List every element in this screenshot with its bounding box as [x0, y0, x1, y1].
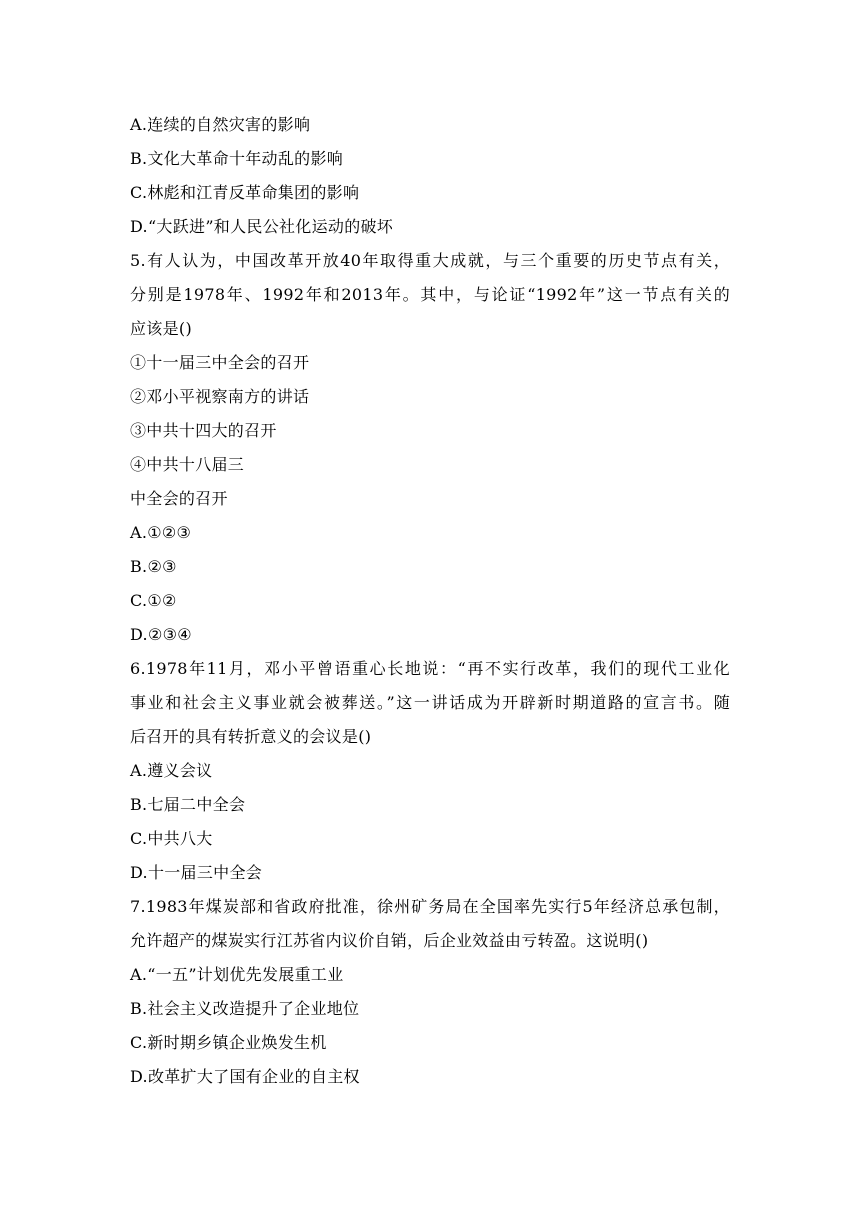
text-line: A.遵义会议 — [130, 761, 213, 780]
text-line: ③中共十四大的召开 — [130, 421, 277, 440]
text-line: ④中共十八届三 — [130, 455, 245, 474]
text-line: C.林彪和江青反革命集团的影响 — [130, 183, 360, 202]
text-line: ①十一届三中全会的召开 — [130, 353, 310, 372]
question-text — [130, 108, 730, 1094]
text-line: 7.1983年煤炭部和省政府批准，徐州矿务局在全国率先实行5年经济总承包制， — [130, 897, 730, 916]
text-line: A.连续的自然灾害的影响 — [130, 115, 311, 134]
text-line: 5.有人认为，中国改革开放40年取得重大成就，与三个重要的历史节点有关， — [130, 251, 730, 270]
text-line: 允许超产的煤炭实行江苏省内议价自销，后企业效益由亏转盈。这说明() — [130, 931, 649, 950]
text-line: C.中共八大 — [130, 829, 213, 848]
text-line: B.②③ — [130, 557, 177, 576]
text-line: D.“大跃进”和人民公社化运动的破坏 — [130, 217, 394, 236]
text-line: 事业和社会主义事业就会被葬送。”这一讲话成为开辟新时期道路的宣言书。随 — [130, 693, 730, 712]
text-line: A.“一五”计划优先发展重工业 — [130, 965, 344, 984]
text-line: D.十一届三中全会 — [130, 863, 263, 882]
text-line: D.②③④ — [130, 625, 192, 644]
text-line: ②邓小平视察南方的讲话 — [130, 387, 310, 406]
text-line: B.七届二中全会 — [130, 795, 246, 814]
text-line: B.社会主义改造提升了企业地位 — [130, 999, 360, 1018]
text-line: 分别是1978年、1992年和2013年。其中，与论证“1992年”这一节点有关的 — [130, 285, 730, 304]
text-line: 应该是() — [130, 319, 192, 338]
text-line: D.改革扩大了国有企业的自主权 — [130, 1067, 360, 1086]
text-line: C.①② — [130, 591, 177, 610]
text-line: 6.1978年11月，邓小平曾语重心长地说：“再不实行改革，我们的现代工业化 — [130, 659, 730, 678]
text-line: A.①②③ — [130, 523, 192, 542]
text-line: B.文化大革命十年动乱的影响 — [130, 149, 344, 168]
text-line: C.新时期乡镇企业焕发生机 — [130, 1033, 327, 1052]
text-line: 后召开的具有转折意义的会议是() — [130, 727, 372, 746]
text-line: 中全会的召开 — [130, 489, 228, 508]
